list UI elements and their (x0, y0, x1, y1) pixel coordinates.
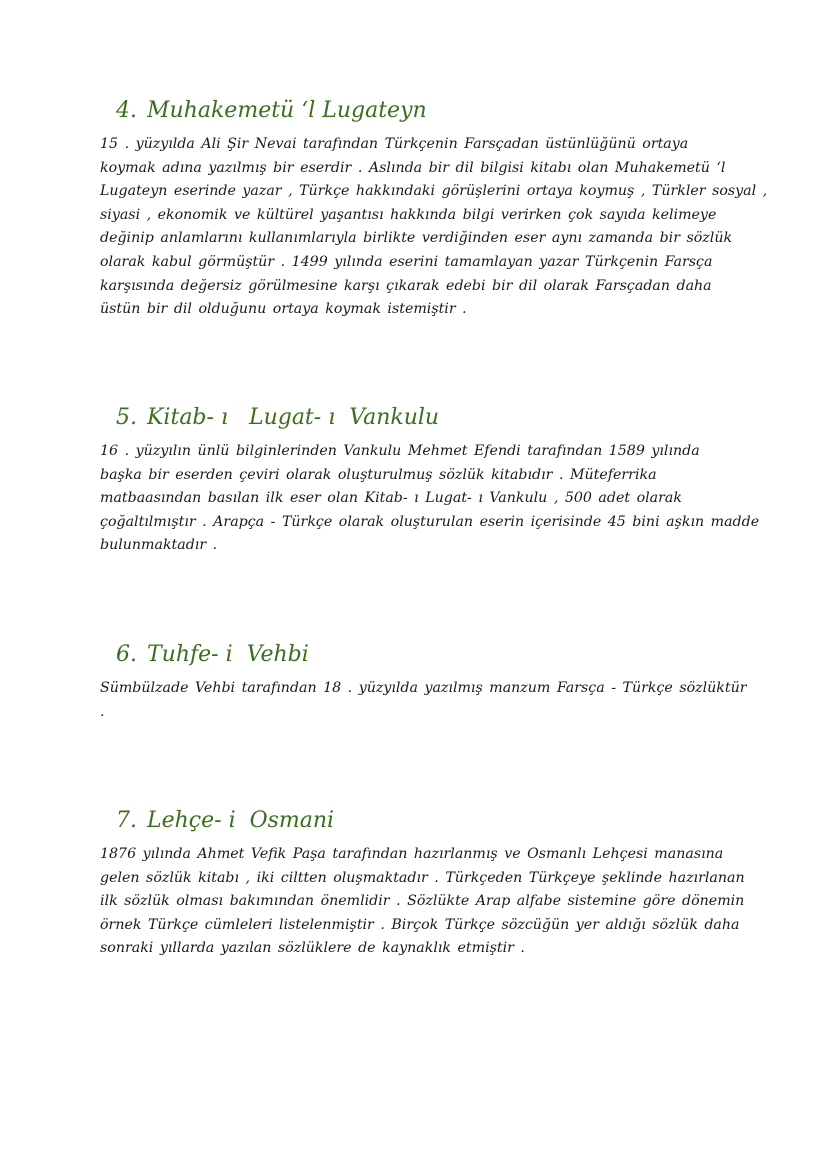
text-line: 1876 yılında Ahmet Vefik Paşa tarafından hazırlanmış ve Osmanlı Lehçesi manasına (100, 846, 724, 862)
text-line: karşısında değersiz görülmesine karşı çıkarak edebi bir dil olarak Farsçadan daha (100, 277, 712, 294)
text-line: Lugateyn eserinde yazar , Türkçe hakkındaki görüşlerini ortaya koymuş , Türkler sosyal , (100, 183, 768, 200)
section-title: Muhakemetü ‘l Lugateyn (147, 98, 427, 123)
section-paragraph (100, 133, 768, 322)
section-kitab-i-lugat-i-vankulu (100, 404, 760, 558)
text-line: siyasi , ekonomik ve kültürel yaşantısı hakkında bilgi verirken çok sayıda kelimeye (100, 206, 717, 223)
text-line: sonraki yıllarda yazılan sözlüklere de kaynaklık etmiştir . (100, 940, 525, 957)
section-heading (116, 404, 736, 432)
section-number: 4. (116, 98, 137, 123)
text-line: olarak kabul görmüştür . 1499 yılında eserini tamamlayan yazar Türkçenin Farsça (100, 253, 713, 270)
section-paragraph (100, 440, 760, 558)
section-title: Tuhfe- i Vehbi (147, 642, 309, 667)
text-line: ilk sözlük olması bakımından önemlidir . Sözlükte Arap alfabe sistemine göre dönemin (100, 893, 745, 910)
text-line: başka bir eserden çeviri olarak oluşturulmuş sözlük kitabıdır . Müteferrika (100, 466, 657, 483)
section-paragraph (100, 843, 745, 961)
section-paragraph (100, 677, 747, 724)
text-line: üstün bir dil olduğunu ortaya koymak istemiştir . (100, 301, 467, 318)
section-title: Lehçe- i Osmani (147, 808, 335, 833)
text-line: değinip anlamlarını kullanımlarıyla birlikte verdiğinden eser aynı zamanda bir sözlük (100, 230, 733, 247)
text-line: bulunmaktadır . (100, 537, 218, 554)
text-line: Sümbülzade Vehbi tarafından 18 . yüzyılda yazılmış manzum Farsça - Türkçe sözlüktür (100, 680, 747, 696)
section-title: Kitab- ı Lugat- ı Vankulu (147, 405, 440, 430)
text-line: 15 . yüzyılda Ali Şir Nevai tarafından Türkçenin Farsçadan üstünlüğünü ortaya (100, 136, 689, 152)
text-line: 16 . yüzyılın ünlü bilginlerinden Vankulu Mehmet Efendi tarafından 1589 yılında (100, 443, 700, 459)
section-muhakemetu-l-lugateyn (100, 97, 768, 322)
text-line: . (100, 703, 105, 720)
text-line: gelen sözlük kitabı , iki ciltten oluşmaktadır . Türkçeden Türkçeye şeklinde hazırlanan (100, 869, 745, 886)
section-number: 7. (116, 808, 137, 833)
section-number: 5. (116, 405, 137, 430)
text-line: matbaasından basılan ilk eser olan Kitab- ı Lugat- ı Vankulu , 500 adet olarak (100, 490, 682, 507)
text-line: koymak adına yazılmış bir eserdir . Aslında bir dil bilgisi kitabı olan Muhakemetü ‘l (100, 159, 726, 176)
text-line: örnek Türkçe cümleleri listelenmiştir . Birçok Türkçe sözcüğün yer aldığı sözlük daha (100, 916, 740, 933)
section-number: 6. (116, 642, 137, 667)
section-lehce-i-osmani (100, 807, 745, 961)
section-heading (116, 97, 736, 125)
text-line: çoğaltılmıştır . Arapça - Türkçe olarak oluşturulan eserin içerisinde 45 bini aşkın madde (100, 513, 760, 530)
section-heading (116, 641, 736, 669)
section-tuhfe-i-vehbi (100, 641, 747, 724)
section-heading (116, 807, 736, 835)
